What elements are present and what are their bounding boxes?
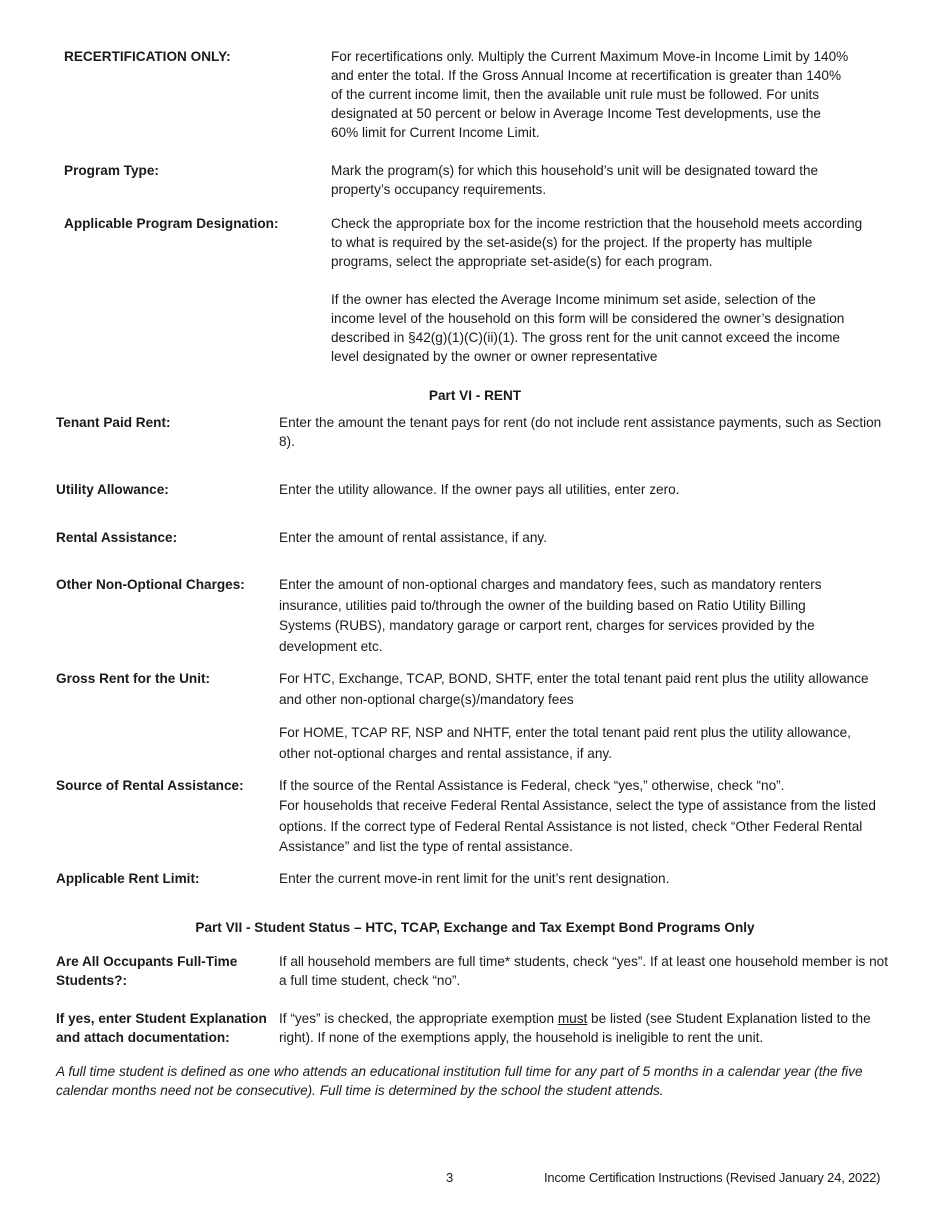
part7-heading: Part VII - Student Status – HTC, TCAP, Exchange and Tax Exempt Bond Programs Only (195, 920, 755, 935)
program-designation-text-2: If the owner has elected the Average Income minimum set aside, selection of the income level of the household on this form will be considered the owner’s designation described in §42(g)(1)(C)(ii)(1). The gross rent for the unit cannot exceed the income level designated by the owner or owner representative (331, 292, 845, 364)
gross-rent-text-2: For HOME, TCAP RF, NSP and NHTF, enter the total tenant paid rent plus the utility allowance, other not-optional charges and rental assistance, if any. (279, 725, 851, 761)
rental-assistance-label: Rental Assistance: (56, 530, 178, 545)
student-explanation-text-before: If “yes” is checked, the appropriate exemption (279, 1011, 558, 1026)
recertification-text: For recertifications only. Multiply the Current Maximum Move-in Income Limit by 140% and enter the total. If the Gross Annual Income at recertification is greater than 140% of the current income limit, then the available unit rule must be followed. For units designated at 50 percent or below in Average Income Test developments, use the 60% limit for Current Income Limit. (331, 49, 849, 140)
gross-rent-label: Gross Rent for the Unit: (56, 671, 211, 686)
student-explanation-text-after: be listed (see Student Explanation listed to the right). If none of the exemptions apply, the household is ineligible to rent the unit. (279, 1011, 871, 1045)
recertification-label: RECERTIFICATION ONLY: (64, 49, 231, 64)
utility-allowance-text: Enter the utility allowance. If the owner pays all utilities, enter zero. (279, 482, 680, 497)
program-type-label: Program Type: (64, 163, 159, 178)
source-rental-assistance-text-2: For households that receive Federal Rental Assistance, select the type of assistance from the listed options. If the correct type of Federal Rental Assistance is not listed, check “Other Federal Rental Assistance” and list the type of rental assistance. (279, 798, 876, 854)
page-number: 3 (446, 1170, 454, 1185)
program-type-text: Mark the program(s) for which this household’s unit will be designated toward the property’s occupancy requirements. (331, 163, 819, 197)
source-rental-assistance-text-1: If the source of the Rental Assistance is Federal, check “yes,” otherwise, check “no”. (279, 778, 785, 793)
utility-allowance-label: Utility Allowance: (56, 482, 169, 497)
full-time-students-label: Are All Occupants Full-Time Students?: (56, 954, 238, 988)
document-footer-title: Income Certification Instructions (Revised January 24, 2022) (544, 1170, 881, 1185)
part6-heading: Part VI - RENT (428, 388, 522, 403)
student-explanation-text (279, 1009, 894, 1047)
program-designation-label: Applicable Program Designation: (64, 216, 279, 231)
program-designation-text-1: Check the appropriate box for the income restriction that the household meets according to what is required by the set-aside(s) for the project. If the property has multiple programs, select the appropriate set-aside(s) for each program. (331, 216, 863, 269)
applicable-rent-limit-label: Applicable Rent Limit: (56, 871, 200, 886)
rental-assistance-text: Enter the amount of rental assistance, if any. (279, 530, 547, 545)
other-charges-label: Other Non-Optional Charges: (56, 577, 245, 592)
other-charges-text: Enter the amount of non-optional charges and mandatory fees, such as mandatory renters insurance, utilities paid to/through the owner of the building based on Ratio Utility Billing Systems (RUBS), mandatory garage or carport rent, charges for services provided by the development etc. (279, 577, 822, 654)
source-rental-assistance-label: Source of Rental Assistance: (56, 778, 244, 793)
student-explanation-emphasis: must (557, 1011, 588, 1026)
student-explanation-label: If yes, enter Student Explanation and attach documentation: (56, 1011, 267, 1045)
full-time-students-text: If all household members are full time* students, check “yes”. If at least one household member is not a full time student, check “no”. (279, 954, 888, 988)
gross-rent-text-1: For HTC, Exchange, TCAP, BOND, SHTF, enter the total tenant paid rent plus the utility allowance and other non-optional charge(s)/mandatory fees (279, 671, 869, 707)
applicable-rent-limit-text: Enter the current move-in rent limit for the unit’s rent designation. (279, 871, 670, 886)
tenant-paid-rent-text: Enter the amount the tenant pays for rent (do not include rent assistance payments, such as Section 8). (279, 415, 882, 449)
tenant-paid-rent-label: Tenant Paid Rent: (56, 415, 171, 430)
full-time-student-footnote: A full time student is defined as one who attends an educational institution full time for any part of 5 months in a calendar year (the five calendar months need not be consecutive). Full time is determined by the school the student attends. (56, 1064, 863, 1098)
